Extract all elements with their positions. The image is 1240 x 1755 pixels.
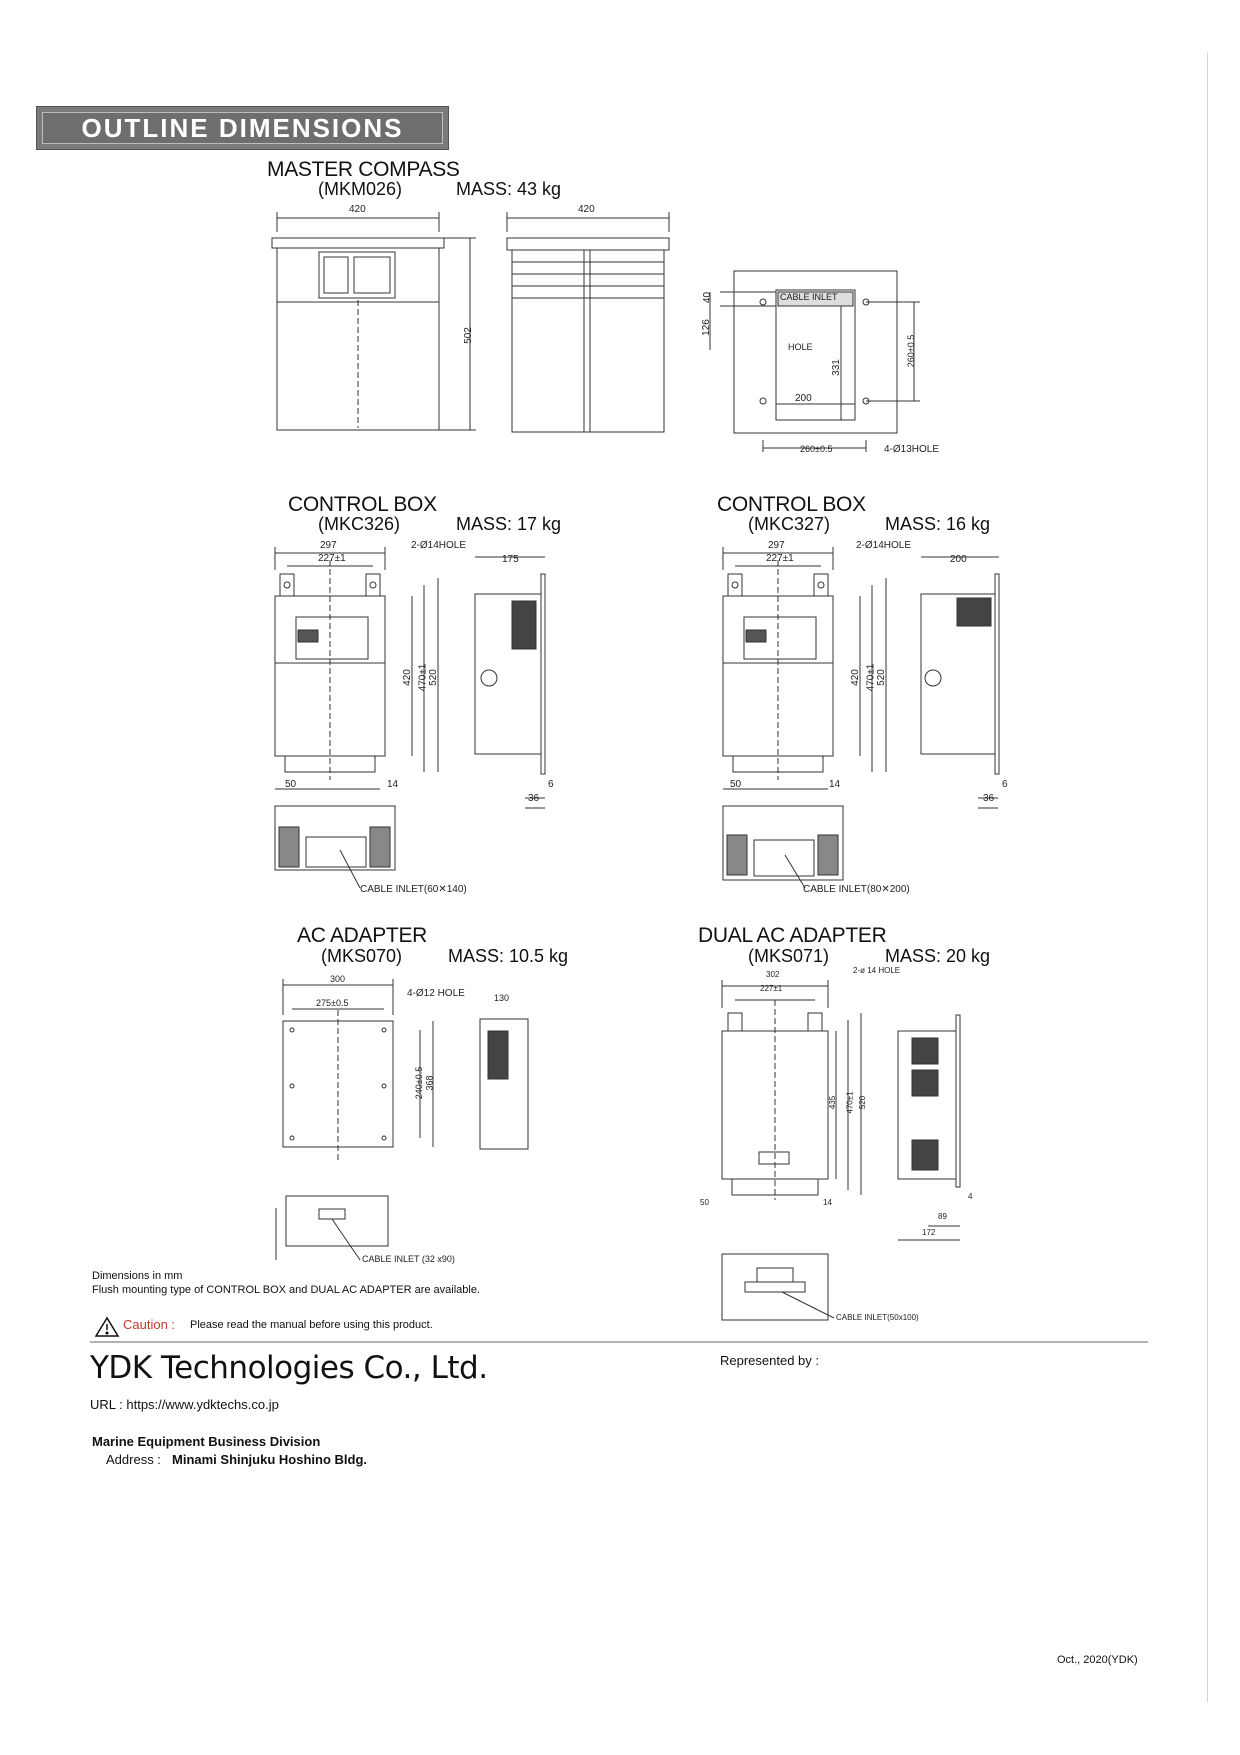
dim-label: 300	[330, 974, 346, 984]
footer-date: Oct., 2020(YDK)	[1057, 1654, 1138, 1666]
dim-label: 2-Ø14HOLE	[411, 540, 467, 551]
master-compass-title: MASTER COMPASS	[267, 158, 460, 181]
dim-label: 227±1	[760, 984, 783, 993]
units-note: Dimensions in mm	[92, 1270, 183, 1282]
dim-label: 50	[700, 1198, 709, 1207]
dim-label: 50	[730, 779, 742, 790]
dim-label: 227±1	[766, 553, 794, 564]
dim-label: 14	[823, 1198, 832, 1207]
dim-label: 130	[494, 993, 510, 1003]
dim-label: 89	[938, 1212, 947, 1221]
dim-label: 297	[320, 540, 337, 551]
dim-label: 36	[528, 793, 540, 804]
dim-label: 302	[766, 970, 780, 979]
dim-label: 50	[285, 779, 297, 790]
dim-label: CABLE INLET(80✕200)	[803, 884, 910, 895]
dim-label: 260±0.5	[800, 444, 833, 454]
master-compass-model: (MKM026)	[318, 179, 403, 199]
dim-label: 6	[548, 779, 554, 790]
ac-adapter-bottom-view	[276, 1196, 388, 1260]
control-box-326-model: (MKC326)	[318, 514, 401, 534]
caution-label: Caution :	[123, 1317, 176, 1332]
dim-label: 420	[849, 669, 861, 686]
dim-label: 502	[462, 327, 474, 344]
ac-adapter-model: (MKS070)	[321, 946, 403, 966]
control-box-327-title: CONTROL BOX	[717, 493, 866, 516]
dim-label: 36	[983, 793, 995, 804]
control-box-327-front-view	[723, 547, 886, 789]
dim-label: 4-Ø13HOLE	[884, 444, 940, 455]
flush-mount-note: Flush mounting type of CONTROL BOX and DUAL AC ADAPTER are available.	[92, 1284, 481, 1296]
control-box-327-bottom-view	[723, 806, 843, 888]
dim-label: 260±0.5	[906, 334, 917, 368]
company-logo: YDK Technologies Co., Ltd.	[90, 1350, 488, 1386]
ac-adapter-front-view	[283, 979, 433, 1160]
ac-adapter-side-view	[480, 1019, 528, 1149]
dim-label: 520	[875, 669, 887, 686]
dim-label: 331	[830, 359, 842, 376]
dim-label: 14	[829, 779, 841, 790]
address-label: Address :	[106, 1452, 161, 1467]
dual-ac-adapter-front-view	[722, 980, 861, 1200]
represented-by: Represented by :	[720, 1353, 820, 1368]
dim-label: CABLE INLET(50x100)	[836, 1313, 919, 1322]
master-compass-front-view	[272, 212, 476, 430]
dim-label: 470±1	[417, 663, 429, 692]
dim-label: 275±0.5	[316, 998, 349, 1008]
dual-ac-adapter-mass: MASS: 20 kg	[885, 946, 991, 966]
dim-label: 6	[1002, 779, 1008, 790]
caution-text: Please read the manual before using this product.	[190, 1319, 433, 1331]
dim-label: 200	[795, 393, 812, 404]
control-box-326-front-view	[275, 547, 438, 789]
dim-label: 14	[387, 779, 399, 790]
control-box-326-title: CONTROL BOX	[288, 493, 437, 516]
company-url[interactable]: URL : https://www.ydktechs.co.jp	[90, 1397, 279, 1412]
control-box-326-side-view	[475, 557, 545, 808]
control-box-327-model: (MKC327)	[748, 514, 831, 534]
dim-label: 435	[828, 1095, 838, 1110]
dim-label: 520	[858, 1095, 868, 1110]
control-box-326-mass: MASS: 17 kg	[456, 514, 562, 534]
address-value: Minami Shinjuku Hoshino Bldg.	[172, 1452, 367, 1467]
division-name: Marine Equipment Business Division	[92, 1434, 321, 1449]
dual-ac-adapter-bottom-view	[722, 1254, 834, 1320]
dim-label: 2-Ø14HOLE	[856, 540, 912, 551]
dim-label: 227±1	[318, 553, 346, 564]
dim-label: CABLE INLET	[780, 292, 838, 302]
dim-label: 420	[349, 204, 366, 215]
dim-label: 520	[427, 669, 439, 686]
master-compass-mass: MASS: 43 kg	[456, 179, 562, 199]
ac-adapter-title: AC ADAPTER	[297, 924, 428, 947]
dim-label: 297	[768, 540, 785, 551]
dim-label: 2-ø 14 HOLE	[853, 966, 901, 975]
dim-label: HOLE	[788, 342, 813, 352]
page-title: OUTLINE DIMENSIONS	[81, 113, 404, 143]
control-box-327-side-view	[921, 557, 999, 808]
dim-label: CABLE INLET(60✕140)	[360, 884, 467, 895]
dim-label: 200	[950, 554, 967, 565]
caution-icon	[96, 1318, 118, 1336]
dual-ac-adapter-title: DUAL AC ADAPTER	[698, 924, 887, 947]
dim-label: 4	[968, 1192, 973, 1201]
dual-ac-adapter-model: (MKS071)	[748, 946, 830, 966]
control-box-326-bottom-view	[275, 806, 395, 888]
dim-label: 420	[578, 204, 595, 215]
dim-label: 172	[922, 1228, 936, 1237]
dim-label: 420	[401, 669, 413, 686]
dim-label: 126	[700, 319, 712, 336]
dim-label: 4-Ø12 HOLE	[407, 988, 465, 999]
dim-label: 240±0.5	[414, 1066, 425, 1100]
dim-label: 175	[502, 554, 519, 565]
dim-label: CABLE INLET (32 x90)	[362, 1254, 455, 1264]
dim-label: 470±1	[845, 1091, 855, 1114]
dual-ac-adapter-side-view	[898, 1015, 960, 1240]
dim-label: 470±1	[865, 663, 877, 692]
dim-label: 368	[424, 1075, 435, 1091]
dim-label: 40	[702, 291, 714, 304]
control-box-327-mass: MASS: 16 kg	[885, 514, 991, 534]
ac-adapter-mass: MASS: 10.5 kg	[448, 946, 569, 966]
master-compass-side-view	[507, 212, 669, 432]
